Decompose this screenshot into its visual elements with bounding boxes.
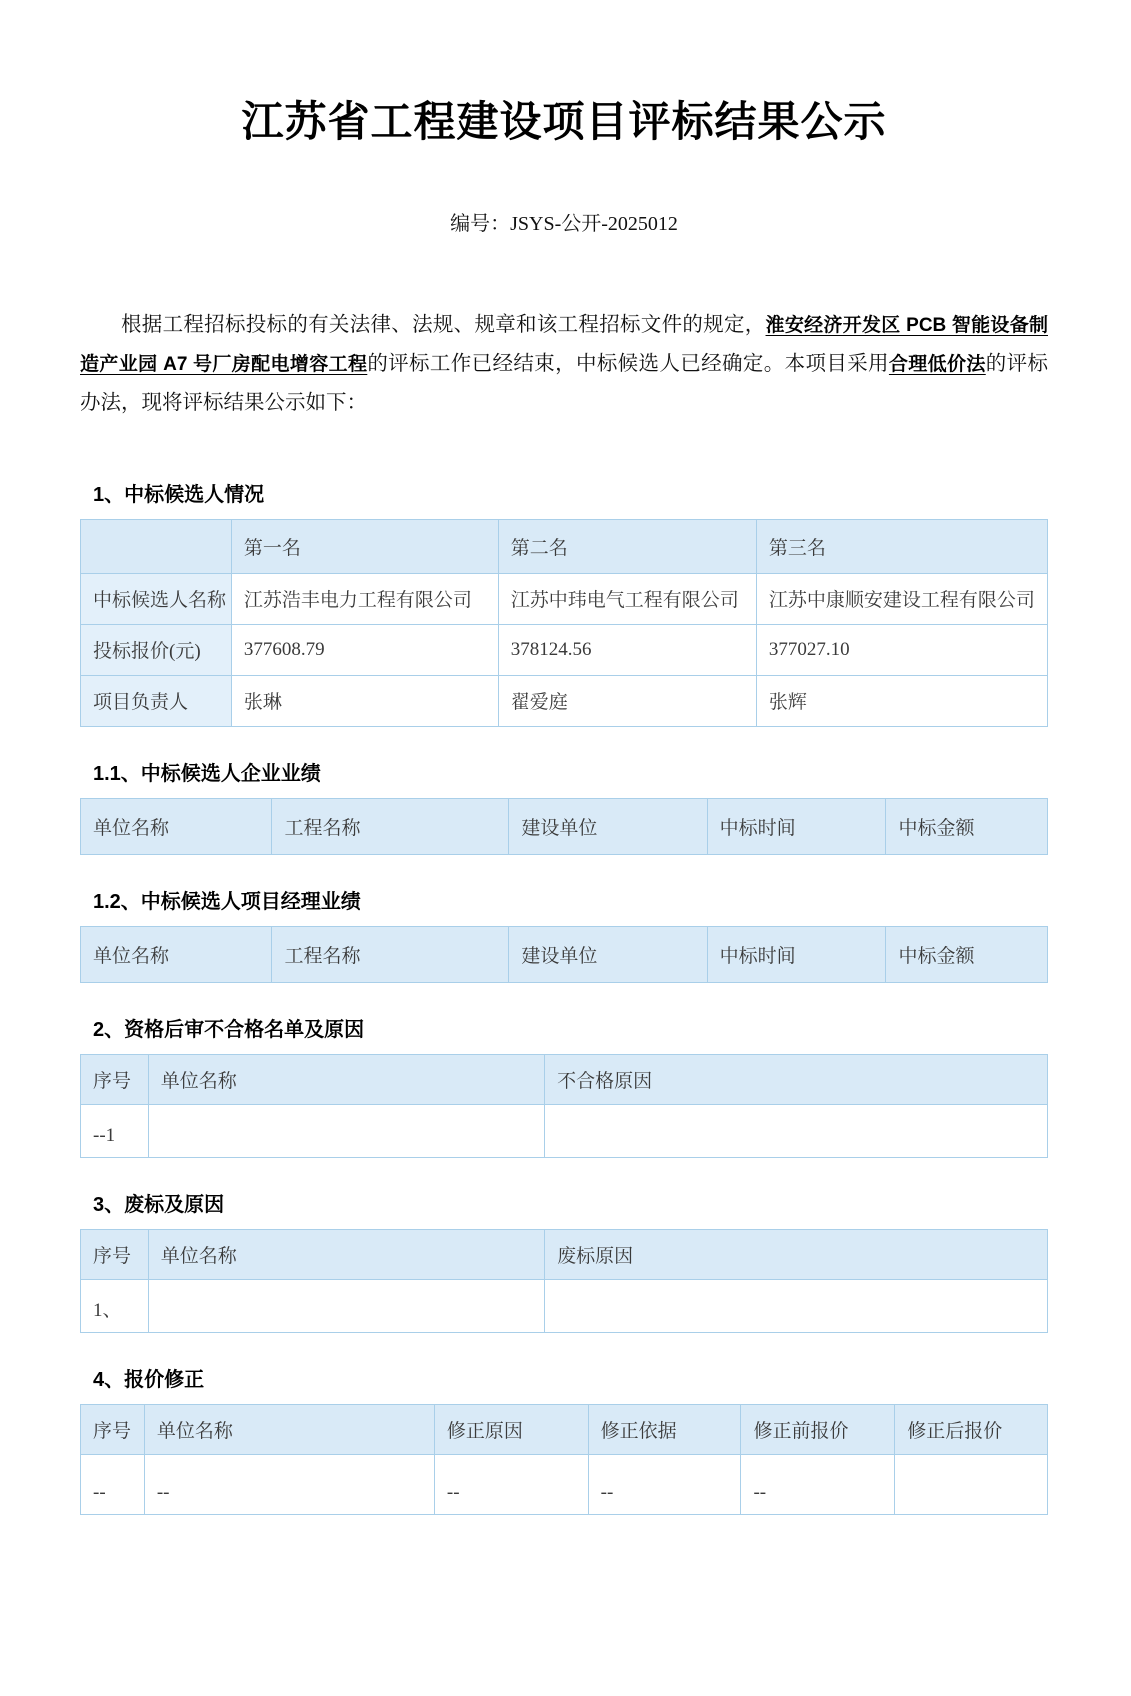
table-header-row — [81, 1054, 1048, 1104]
table-row-candidate-name — [81, 573, 1048, 624]
project-name: 淮安经济开发区 PCB 智能设备制造产业园 A7 号厂房配电增容工程 — [80, 314, 1048, 375]
column-header: 中标时间 — [707, 798, 886, 854]
page-title: 江苏省工程建设项目评标结果公示 — [241, 100, 887, 146]
column-header: 建设单位 — [509, 798, 707, 854]
table-cell: 江苏中康顺安建设工程有限公司 — [756, 573, 1047, 624]
table-cell — [148, 1279, 544, 1332]
table-cell: 377608.79 — [231, 624, 498, 675]
intro-text-3: 的评标办法，现将评标结果公示如下： — [80, 352, 1048, 414]
column-header: 序号 — [81, 1229, 149, 1279]
section-heading-manager-performance: 1.2、中标候选人项目经理业绩 — [93, 890, 361, 913]
table-cell: -- — [741, 1454, 895, 1514]
column-header: 废标原因 — [545, 1229, 1048, 1279]
row-label: 中标候选人名称 — [81, 573, 232, 624]
intro-text-1: 根据工程招标投标的有关法律、法规、规章和该工程招标文件的规定， — [121, 313, 766, 336]
row-label: 投标报价(元) — [81, 624, 232, 675]
doc-number: 编号：JSYS-公开-2025012 — [450, 212, 678, 235]
table-cell: -- — [144, 1454, 434, 1514]
document-page — [0, 96, 1131, 1515]
column-header: 单位名称 — [148, 1054, 544, 1104]
table-cell: 江苏中玮电气工程有限公司 — [498, 573, 756, 624]
section-heading-disqualified: 2、资格后审不合格名单及原因 — [93, 1018, 365, 1041]
table-cell: 378124.56 — [498, 624, 756, 675]
intro-paragraph — [80, 306, 1048, 422]
corner-cell — [81, 519, 232, 573]
table-cell — [545, 1279, 1048, 1332]
column-header: 中标金额 — [886, 798, 1048, 854]
price-correction-table — [80, 1404, 1048, 1515]
table-row — [81, 1104, 1048, 1157]
rejected-bids-table — [80, 1229, 1048, 1333]
table-cell: 张辉 — [756, 675, 1047, 726]
column-header: 工程名称 — [272, 798, 509, 854]
column-header: 不合格原因 — [545, 1054, 1048, 1104]
section-heading-company-performance: 1.1、中标候选人企业业绩 — [93, 762, 321, 785]
column-header: 序号 — [81, 1054, 149, 1104]
section-heading-rejected: 3、废标及原因 — [93, 1193, 225, 1216]
manager-performance-table — [80, 926, 1048, 983]
table-row — [81, 1279, 1048, 1332]
seq-cell: -- — [81, 1454, 145, 1514]
candidates-table — [80, 519, 1048, 727]
table-cell: 377027.10 — [756, 624, 1047, 675]
table-row-bid-price — [81, 624, 1048, 675]
column-header: 修正原因 — [434, 1404, 588, 1454]
section-heading-candidates: 1、中标候选人情况 — [93, 483, 265, 506]
column-header: 单位名称 — [148, 1229, 544, 1279]
table-header-row — [81, 798, 1048, 854]
table-cell — [545, 1104, 1048, 1157]
column-header: 修正依据 — [588, 1404, 741, 1454]
disqualified-table — [80, 1054, 1048, 1158]
table-row-project-manager — [81, 675, 1048, 726]
table-cell — [148, 1104, 544, 1157]
column-header: 工程名称 — [272, 926, 509, 982]
rank-1-header: 第一名 — [231, 519, 498, 573]
evaluation-method: 合理低价法 — [888, 353, 986, 375]
table-header-row — [81, 1229, 1048, 1279]
seq-cell: --1 — [81, 1104, 149, 1157]
table-row — [81, 1454, 1048, 1514]
table-cell: -- — [434, 1454, 588, 1514]
column-header: 序号 — [81, 1404, 145, 1454]
column-header: 单位名称 — [144, 1404, 434, 1454]
column-header: 建设单位 — [509, 926, 707, 982]
column-header: 单位名称 — [81, 798, 272, 854]
column-header: 修正前报价 — [741, 1404, 895, 1454]
table-cell: -- — [588, 1454, 741, 1514]
company-performance-table — [80, 798, 1048, 855]
section-heading-price-correction: 4、报价修正 — [93, 1368, 205, 1391]
table-cell: 翟爱庭 — [498, 675, 756, 726]
column-header: 单位名称 — [81, 926, 272, 982]
intro-text-2: 的评标工作已经结束，中标候选人已经确定。本项目采用 — [367, 352, 889, 375]
table-cell: 江苏浩丰电力工程有限公司 — [231, 573, 498, 624]
seq-cell: 1、 — [81, 1279, 149, 1332]
table-header-row — [81, 1404, 1048, 1454]
table-header-row — [81, 519, 1048, 573]
rank-3-header: 第三名 — [756, 519, 1047, 573]
table-cell: 张琳 — [231, 675, 498, 726]
column-header: 中标时间 — [707, 926, 886, 982]
column-header: 中标金额 — [886, 926, 1048, 982]
rank-2-header: 第二名 — [498, 519, 756, 573]
table-cell — [895, 1454, 1048, 1514]
column-header: 修正后报价 — [895, 1404, 1048, 1454]
table-header-row — [81, 926, 1048, 982]
row-label: 项目负责人 — [81, 675, 232, 726]
